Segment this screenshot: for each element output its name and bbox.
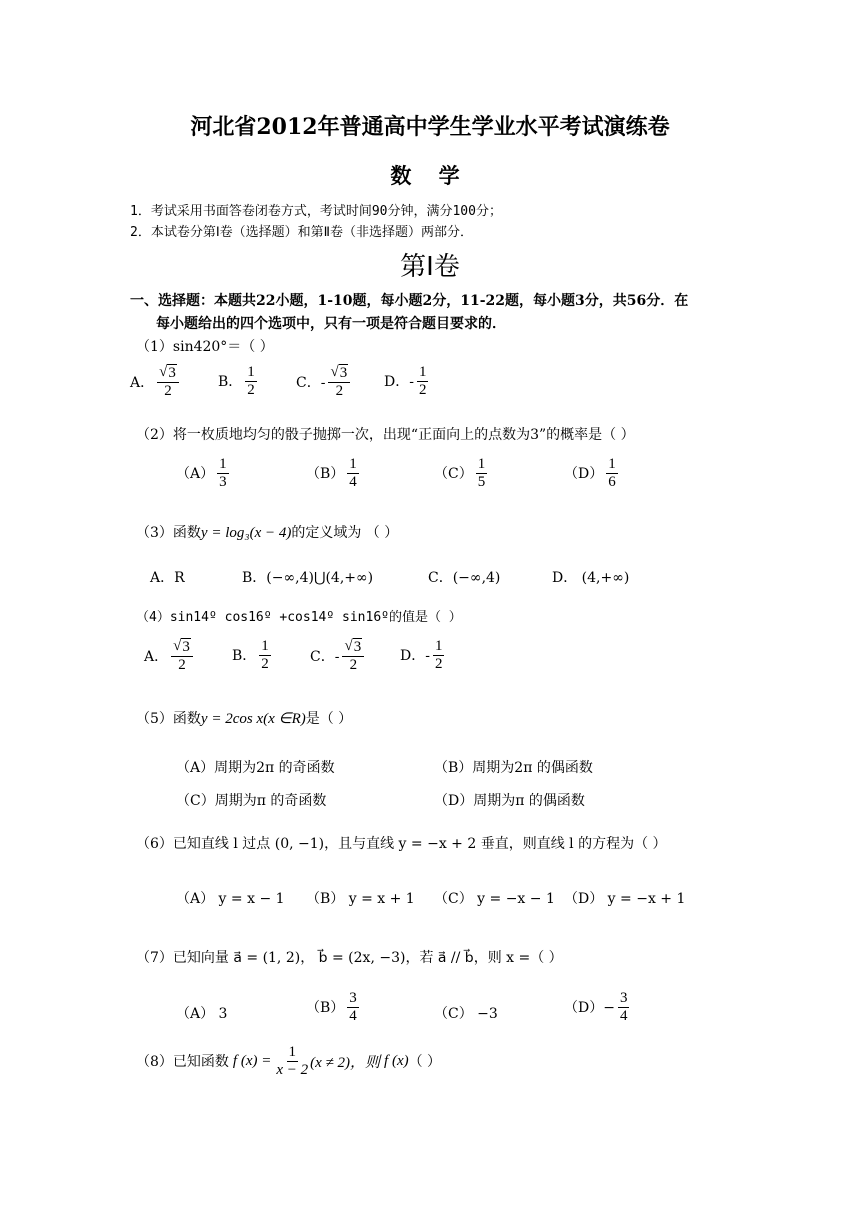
- question-5-option-d: （D）周期为π 的偶函数: [434, 793, 585, 809]
- question-7-option-a: （A） 3: [176, 1006, 228, 1022]
- question-5-stem: （5）函数y = 2cos x(x ∈R)是（ ）: [136, 711, 353, 727]
- question-4-option-c: C．- √ 3 2: [310, 638, 364, 673]
- question-3-option-a: A．R: [150, 570, 185, 586]
- question-3-option-c: C．(−∞,4): [428, 570, 501, 586]
- question-7-option-c: （C） −3: [434, 1006, 498, 1022]
- section-instructions-line-1: 一、选择题：本题共22小题，1-10题，每小题2分，11-22题，每小题3分，共56分．在: [130, 293, 689, 309]
- question-5-option-a: （A）周期为2π 的奇函数: [176, 760, 335, 776]
- question-2-option-d: （D） $\frac{1}{6}$: [564, 456, 616, 490]
- question-7-option-b: （B） $\frac{3}{4}$: [306, 990, 357, 1024]
- question-1-stem: （1）sin420°＝（ ）: [136, 339, 274, 355]
- question-2-option-c: （C） $\frac{1}{5}$: [434, 456, 486, 490]
- question-2-stem: （2）将一枚质地均匀的骰子抛掷一次，出现“正面向上的点数为3”的概率是（ ）: [136, 427, 635, 443]
- question-6-option-d: （D） y = −x + 1: [564, 891, 686, 907]
- question-6-option-b: （B） y = x + 1: [306, 891, 415, 907]
- question-5-option-c: （C）周期为π 的奇函数: [176, 793, 327, 809]
- question-1-option-c: C．- √ 3 2: [296, 364, 350, 399]
- subject-title: 数 学: [390, 163, 470, 188]
- question-4-option-b: B． $\frac{1}{2}$: [232, 638, 269, 672]
- question-2-option-b: （B） $\frac{1}{4}$: [306, 456, 357, 490]
- question-2-option-a: （A） $\frac{1}{3}$: [176, 456, 227, 490]
- question-4-stem: （4）sin14º cos16º +cos14º sin16º的值是（ ）: [136, 610, 462, 625]
- exam-note-2: 2．本试卷分第Ⅰ卷（选择题）和第Ⅱ卷（非选择题）两部分．: [130, 225, 474, 240]
- question-4-option-a: A． √ 3 2: [144, 638, 193, 673]
- question-3-option-b: B．(−∞,4)⋃(4,+∞): [242, 570, 374, 586]
- question-1-option-b: B． $\frac{1}{2}$: [218, 364, 255, 398]
- exam-note-1: 1．考试采用书面答卷闭卷方式，考试时间90分钟，满分100分；: [130, 204, 502, 219]
- section-instructions-line-2: 每小题给出的四个选项中，只有一项是符合题目要求的．: [156, 316, 506, 332]
- question-7-stem: （7）已知向量 a⃗ = (1, 2)， b⃗ = (2x, −3)，若 a⃗ // b⃗，则 x =（ ）: [136, 950, 563, 966]
- volume-title: 第Ⅰ卷: [400, 252, 460, 281]
- question-6-option-c: （C） y = −x − 1: [434, 891, 555, 907]
- question-1-option-d: D．- $\frac{1}{2}$: [384, 364, 427, 398]
- question-6-option-a: （A） y = x − 1: [176, 891, 285, 907]
- question-7-option-d: （D）− $\frac{3}{4}$: [564, 990, 628, 1024]
- question-1-option-a: A． √ 3 2: [130, 364, 179, 399]
- question-4-option-d: D．- $\frac{1}{2}$: [400, 638, 443, 672]
- question-8-stem: （8）已知函数 f (x) = $\frac{1}{x - 2}$ (x ≠ 2)，则 f (x) （ ）: [136, 1044, 442, 1078]
- question-3-option-d: D． (4,+∞): [552, 570, 630, 586]
- question-3-stem: （3）函数y = log₃(x − 4)的定义域为 （ ）: [136, 525, 399, 541]
- question-6-stem: （6）已知直线 l 过点 (0, −1)，且与直线 y = −x + 2 垂直，则直线 l 的方程为（ ）: [136, 836, 667, 852]
- question-5-option-b: （B）周期为2π 的偶函数: [434, 760, 593, 776]
- exam-title: 河北省2012年普通高中学生学业水平考试演练卷: [190, 114, 670, 140]
